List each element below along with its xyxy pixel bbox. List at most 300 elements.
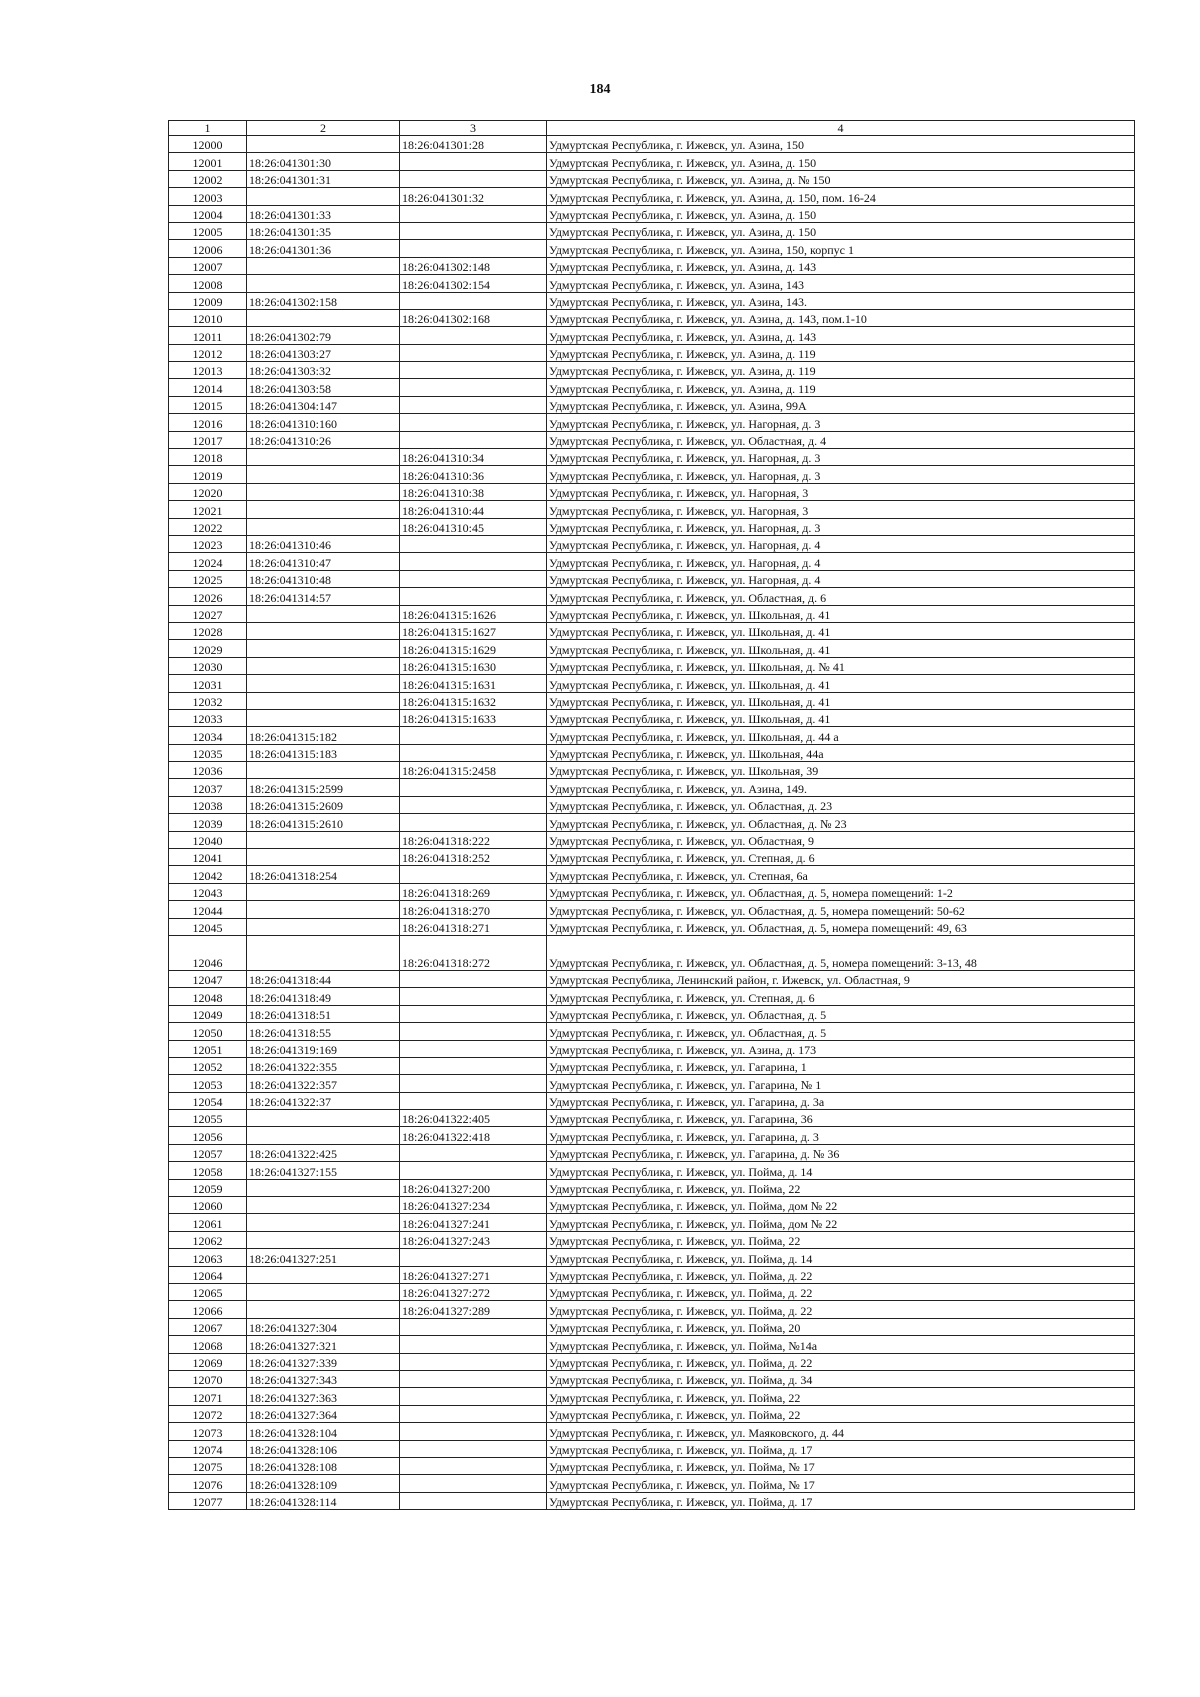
row-number-cell: 12042 — [169, 866, 247, 883]
address-cell: Удмуртская Республика, г. Ижевск, ул. Пойма, 22 — [547, 1405, 1135, 1422]
cadastral-number-cell: 18:26:041327:321 — [247, 1336, 400, 1353]
cadastral-number-alt-cell — [400, 1370, 547, 1387]
cadastral-number-cell: 18:26:041328:104 — [247, 1423, 400, 1440]
cadastral-number-alt-cell — [400, 1023, 547, 1040]
cadastral-number-alt-cell: 18:26:041315:2458 — [400, 762, 547, 779]
row-number-cell: 12070 — [169, 1370, 247, 1387]
address-cell: Удмуртская Республика, г. Ижевск, ул. Пойма, 22 — [547, 1179, 1135, 1196]
cadastral-number-alt-cell — [400, 431, 547, 448]
table-row — [169, 170, 1135, 187]
cadastral-number-cell — [247, 762, 400, 779]
address-cell: Удмуртская Республика, г. Ижевск, ул. Пойма, д. 34 — [547, 1370, 1135, 1387]
row-number-cell: 12044 — [169, 901, 247, 918]
row-number-cell: 12020 — [169, 483, 247, 500]
table-row — [169, 535, 1135, 552]
cadastral-number-cell: 18:26:041315:182 — [247, 727, 400, 744]
address-cell: Удмуртская Республика, г. Ижевск, ул. Азина, д. 119 — [547, 379, 1135, 396]
address-cell: Удмуртская Республика, г. Ижевск, ул. Азина, д. 173 — [547, 1040, 1135, 1057]
cadastral-number-cell: 18:26:041303:32 — [247, 362, 400, 379]
cadastral-number-cell: 18:26:041301:31 — [247, 170, 400, 187]
row-number-cell: 12048 — [169, 988, 247, 1005]
cadastral-number-alt-cell — [400, 396, 547, 413]
address-cell: Удмуртская Республика, г. Ижевск, ул. Областная, д. 5 — [547, 1005, 1135, 1022]
address-cell: Удмуртская Республика, г. Ижевск, ул. Пойма, д. 17 — [547, 1492, 1135, 1509]
cadastral-number-cell: 18:26:041315:2599 — [247, 779, 400, 796]
cadastral-number-cell — [247, 657, 400, 674]
address-cell: Удмуртская Республика, г. Ижевск, ул. Пойма, 20 — [547, 1318, 1135, 1335]
row-number-cell: 12030 — [169, 657, 247, 674]
cadastral-number-alt-cell — [400, 1318, 547, 1335]
row-number-cell: 12003 — [169, 188, 247, 205]
row-number-cell: 12060 — [169, 1197, 247, 1214]
table-row — [169, 675, 1135, 692]
address-cell: Удмуртская Республика, г. Ижевск, ул. Пойма, дом № 22 — [547, 1214, 1135, 1231]
address-cell: Удмуртская Республика, г. Ижевск, ул. Нагорная, 3 — [547, 501, 1135, 518]
table-row — [169, 622, 1135, 639]
table-row — [169, 1475, 1135, 1492]
table-row — [169, 1110, 1135, 1127]
table-row — [169, 1127, 1135, 1144]
address-cell: Удмуртская Республика, г. Ижевск, ул. Азина, 143. — [547, 292, 1135, 309]
row-number-cell: 12037 — [169, 779, 247, 796]
cadastral-number-alt-cell: 18:26:041322:418 — [400, 1127, 547, 1144]
cadastral-number-cell: 18:26:041327:155 — [247, 1162, 400, 1179]
cadastral-number-cell: 18:26:041318:254 — [247, 866, 400, 883]
address-cell: Удмуртская Республика, г. Ижевск, ул. Степная, 6а — [547, 866, 1135, 883]
cadastral-number-alt-cell: 18:26:041327:241 — [400, 1214, 547, 1231]
row-number-cell: 12074 — [169, 1440, 247, 1457]
table-row — [169, 901, 1135, 918]
cadastral-number-alt-cell — [400, 170, 547, 187]
row-number-cell: 12004 — [169, 205, 247, 222]
row-number-cell: 12008 — [169, 275, 247, 292]
row-number-cell: 12002 — [169, 170, 247, 187]
cadastral-number-cell: 18:26:041310:48 — [247, 570, 400, 587]
table-row — [169, 1005, 1135, 1022]
row-number-cell: 12045 — [169, 918, 247, 935]
cadastral-number-alt-cell — [400, 1005, 547, 1022]
address-cell: Удмуртская Республика, г. Ижевск, ул. Областная, д. 5, номера помещений: 50-62 — [547, 901, 1135, 918]
registry-table — [168, 120, 1135, 1510]
cadastral-number-cell: 18:26:041315:2610 — [247, 814, 400, 831]
row-number-cell: 12032 — [169, 692, 247, 709]
table-row — [169, 1318, 1135, 1335]
cadastral-number-alt-cell — [400, 1249, 547, 1266]
cadastral-number-alt-cell: 18:26:041302:148 — [400, 257, 547, 274]
row-number-cell: 12041 — [169, 849, 247, 866]
cadastral-number-cell — [247, 1127, 400, 1144]
cadastral-number-alt-cell: 18:26:041315:1633 — [400, 709, 547, 726]
row-number-cell: 12050 — [169, 1023, 247, 1040]
cadastral-number-cell — [247, 1231, 400, 1248]
row-number-cell: 12068 — [169, 1336, 247, 1353]
cadastral-number-cell — [247, 901, 400, 918]
row-number-cell: 12011 — [169, 327, 247, 344]
row-number-cell: 12069 — [169, 1353, 247, 1370]
address-cell: Удмуртская Республика, г. Ижевск, ул. Школьная, д. 44 а — [547, 727, 1135, 744]
cadastral-number-alt-cell — [400, 1440, 547, 1457]
cadastral-number-cell: 18:26:041322:357 — [247, 1075, 400, 1092]
cadastral-number-cell — [247, 640, 400, 657]
cadastral-number-cell: 18:26:041318:55 — [247, 1023, 400, 1040]
cadastral-number-alt-cell: 18:26:041310:45 — [400, 518, 547, 535]
row-number-cell: 12051 — [169, 1040, 247, 1057]
table-row — [169, 1388, 1135, 1405]
table-row — [169, 518, 1135, 535]
cadastral-number-cell: 18:26:041301:36 — [247, 240, 400, 257]
cadastral-number-alt-cell — [400, 570, 547, 587]
row-number-cell: 12046 — [169, 935, 247, 970]
table-row — [169, 188, 1135, 205]
header-row — [169, 121, 1135, 136]
cadastral-number-cell: 18:26:041327:343 — [247, 1370, 400, 1387]
cadastral-number-alt-cell: 18:26:041327:243 — [400, 1231, 547, 1248]
cadastral-number-alt-cell: 18:26:041315:1630 — [400, 657, 547, 674]
address-cell: Удмуртская Республика, г. Ижевск, ул. Школьная, д. 41 — [547, 605, 1135, 622]
cadastral-number-cell — [247, 309, 400, 326]
address-cell: Удмуртская Республика, г. Ижевск, ул. Гагарина, № 1 — [547, 1075, 1135, 1092]
cadastral-number-cell — [247, 483, 400, 500]
row-number-cell: 12062 — [169, 1231, 247, 1248]
cadastral-number-alt-cell: 18:26:041318:269 — [400, 883, 547, 900]
table-row — [169, 1231, 1135, 1248]
cadastral-number-alt-cell: 18:26:041310:34 — [400, 449, 547, 466]
cadastral-number-alt-cell — [400, 1405, 547, 1422]
cadastral-number-alt-cell — [400, 414, 547, 431]
cadastral-number-alt-cell: 18:26:041318:271 — [400, 918, 547, 935]
row-number-cell: 12029 — [169, 640, 247, 657]
cadastral-number-alt-cell — [400, 1092, 547, 1109]
table-row — [169, 379, 1135, 396]
address-cell: Удмуртская Республика, г. Ижевск, ул. Азина, д. 143, пом.1-10 — [547, 309, 1135, 326]
table-row — [169, 1214, 1135, 1231]
cadastral-number-cell: 18:26:041302:79 — [247, 327, 400, 344]
row-number-cell: 12013 — [169, 362, 247, 379]
table-row — [169, 849, 1135, 866]
table-row — [169, 1162, 1135, 1179]
address-cell: Удмуртская Республика, г. Ижевск, ул. Пойма, д. 17 — [547, 1440, 1135, 1457]
cadastral-number-alt-cell: 18:26:041310:38 — [400, 483, 547, 500]
cadastral-number-alt-cell: 18:26:041327:272 — [400, 1284, 547, 1301]
table-row — [169, 1423, 1135, 1440]
table-row — [169, 362, 1135, 379]
table-header — [169, 121, 1135, 136]
row-number-cell: 12067 — [169, 1318, 247, 1335]
address-cell: Удмуртская Республика, г. Ижевск, ул. Гагарина, 1 — [547, 1057, 1135, 1074]
address-cell: Удмуртская Республика, г. Ижевск, ул. Нагорная, д. 4 — [547, 553, 1135, 570]
address-cell: Удмуртская Республика, г. Ижевск, ул. Гагарина, д. 3 — [547, 1127, 1135, 1144]
address-cell: Удмуртская Республика, г. Ижевск, ул. Пойма, дом № 22 — [547, 1197, 1135, 1214]
cadastral-number-alt-cell — [400, 292, 547, 309]
table-row — [169, 1353, 1135, 1370]
address-cell: Удмуртская Республика, г. Ижевск, ул. Областная, д. 23 — [547, 796, 1135, 813]
address-cell: Удмуртская Республика, г. Ижевск, ул. Областная, д. 6 — [547, 588, 1135, 605]
row-number-cell: 12015 — [169, 396, 247, 413]
cadastral-number-cell: 18:26:041327:364 — [247, 1405, 400, 1422]
table-row — [169, 762, 1135, 779]
cadastral-number-cell — [247, 831, 400, 848]
address-cell: Удмуртская Республика, г. Ижевск, ул. Школьная, д. 41 — [547, 640, 1135, 657]
cadastral-number-cell — [247, 449, 400, 466]
cadastral-number-alt-cell — [400, 588, 547, 605]
table-row — [169, 935, 1135, 970]
cadastral-number-alt-cell — [400, 1353, 547, 1370]
cadastral-number-alt-cell: 18:26:041327:234 — [400, 1197, 547, 1214]
table-row — [169, 1057, 1135, 1074]
column-header-1: 1 — [169, 121, 247, 136]
row-number-cell: 12021 — [169, 501, 247, 518]
row-number-cell: 12065 — [169, 1284, 247, 1301]
table-row — [169, 866, 1135, 883]
cadastral-number-alt-cell — [400, 205, 547, 222]
cadastral-number-alt-cell — [400, 796, 547, 813]
cadastral-number-alt-cell — [400, 866, 547, 883]
cadastral-number-cell: 18:26:041303:58 — [247, 379, 400, 396]
row-number-cell: 12028 — [169, 622, 247, 639]
row-number-cell: 12061 — [169, 1214, 247, 1231]
cadastral-number-cell — [247, 675, 400, 692]
row-number-cell: 12072 — [169, 1405, 247, 1422]
row-number-cell: 12064 — [169, 1266, 247, 1283]
cadastral-number-cell — [247, 622, 400, 639]
cadastral-number-cell: 18:26:041301:35 — [247, 222, 400, 239]
address-cell: Удмуртская Республика, г. Ижевск, ул. Азина, д. 119 — [547, 362, 1135, 379]
cadastral-number-alt-cell: 18:26:041302:168 — [400, 309, 547, 326]
row-number-cell: 12053 — [169, 1075, 247, 1092]
cadastral-number-alt-cell: 18:26:041310:36 — [400, 466, 547, 483]
table-row — [169, 744, 1135, 761]
cadastral-number-cell: 18:26:041314:57 — [247, 588, 400, 605]
cadastral-number-cell: 18:26:041301:33 — [247, 205, 400, 222]
address-cell: Удмуртская Республика, г. Ижевск, ул. Нагорная, д. 3 — [547, 518, 1135, 535]
row-number-cell: 12014 — [169, 379, 247, 396]
table-row — [169, 205, 1135, 222]
cadastral-number-cell: 18:26:041310:46 — [247, 535, 400, 552]
address-cell: Удмуртская Республика, г. Ижевск, ул. Азина, 149. — [547, 779, 1135, 796]
table-row — [169, 431, 1135, 448]
address-cell: Удмуртская Республика, г. Ижевск, ул. Школьная, 39 — [547, 762, 1135, 779]
row-number-cell: 12006 — [169, 240, 247, 257]
address-cell: Удмуртская Республика, г. Ижевск, ул. Нагорная, д. 3 — [547, 466, 1135, 483]
cadastral-number-cell — [247, 136, 400, 153]
address-cell: Удмуртская Республика, г. Ижевск, ул. Азина, д. № 150 — [547, 170, 1135, 187]
table-row — [169, 1301, 1135, 1318]
cadastral-number-cell: 18:26:041322:37 — [247, 1092, 400, 1109]
table-row — [169, 709, 1135, 726]
table-row — [169, 883, 1135, 900]
row-number-cell: 12058 — [169, 1162, 247, 1179]
cadastral-number-alt-cell: 18:26:041318:222 — [400, 831, 547, 848]
table-row — [169, 1405, 1135, 1422]
cadastral-number-cell — [247, 1179, 400, 1196]
cadastral-number-alt-cell — [400, 327, 547, 344]
address-cell: Удмуртская Республика, г. Ижевск, ул. Школьная, д. 41 — [547, 692, 1135, 709]
table-row — [169, 1092, 1135, 1109]
cadastral-number-cell: 18:26:041315:2609 — [247, 796, 400, 813]
cadastral-number-alt-cell — [400, 553, 547, 570]
cadastral-number-alt-cell — [400, 727, 547, 744]
table-row — [169, 657, 1135, 674]
table-row — [169, 327, 1135, 344]
cadastral-number-cell: 18:26:041319:169 — [247, 1040, 400, 1057]
row-number-cell: 12071 — [169, 1388, 247, 1405]
address-cell: Удмуртская Республика, г. Ижевск, ул. Областная, д. 5, номера помещений: 1-2 — [547, 883, 1135, 900]
row-number-cell: 12036 — [169, 762, 247, 779]
row-number-cell: 12034 — [169, 727, 247, 744]
table-row — [169, 153, 1135, 170]
row-number-cell: 12005 — [169, 222, 247, 239]
address-cell: Удмуртская Республика, г. Ижевск, ул. Азина, 150, корпус 1 — [547, 240, 1135, 257]
cadastral-number-cell: 18:26:041328:114 — [247, 1492, 400, 1509]
cadastral-number-alt-cell: 18:26:041301:32 — [400, 188, 547, 205]
address-cell: Удмуртская Республика, г. Ижевск, ул. Пойма, д. 22 — [547, 1284, 1135, 1301]
row-number-cell: 12012 — [169, 344, 247, 361]
row-number-cell: 12027 — [169, 605, 247, 622]
row-number-cell: 12054 — [169, 1092, 247, 1109]
table-row — [169, 796, 1135, 813]
cadastral-number-cell: 18:26:041322:355 — [247, 1057, 400, 1074]
column-header-2: 2 — [247, 121, 400, 136]
column-header-4: 4 — [547, 121, 1135, 136]
address-cell: Удмуртская Республика, г. Ижевск, ул. Пойма, №14а — [547, 1336, 1135, 1353]
table-row — [169, 466, 1135, 483]
address-cell: Удмуртская Республика, г. Ижевск, ул. Гагарина, 36 — [547, 1110, 1135, 1127]
row-number-cell: 12033 — [169, 709, 247, 726]
cadastral-number-alt-cell — [400, 379, 547, 396]
table-row — [169, 1440, 1135, 1457]
cadastral-number-cell — [247, 1266, 400, 1283]
cadastral-number-cell — [247, 605, 400, 622]
address-cell: Удмуртская Республика, г. Ижевск, ул. Пойма, д. 22 — [547, 1266, 1135, 1283]
cadastral-number-alt-cell — [400, 222, 547, 239]
row-number-cell: 12010 — [169, 309, 247, 326]
table-row — [169, 1336, 1135, 1353]
cadastral-number-alt-cell: 18:26:041315:1632 — [400, 692, 547, 709]
row-number-cell: 12018 — [169, 449, 247, 466]
address-cell: Удмуртская Республика, г. Ижевск, ул. Азина, д. 143 — [547, 327, 1135, 344]
address-cell: Удмуртская Республика, г. Ижевск, ул. Школьная, д. 41 — [547, 709, 1135, 726]
address-cell: Удмуртская Республика, г. Ижевск, ул. Азина, д. 150 — [547, 205, 1135, 222]
address-cell: Удмуртская Республика, г. Ижевск, ул. Гагарина, д. 3а — [547, 1092, 1135, 1109]
cadastral-number-alt-cell — [400, 1475, 547, 1492]
cadastral-number-cell: 18:26:041327:304 — [247, 1318, 400, 1335]
cadastral-number-alt-cell — [400, 1144, 547, 1161]
address-cell: Удмуртская Республика, г. Ижевск, ул. Нагорная, д. 4 — [547, 570, 1135, 587]
table-row — [169, 136, 1135, 153]
column-header-3: 3 — [400, 121, 547, 136]
table-row — [169, 292, 1135, 309]
cadastral-number-alt-cell — [400, 1423, 547, 1440]
cadastral-number-alt-cell: 18:26:041301:28 — [400, 136, 547, 153]
address-cell: Удмуртская Республика, г. Ижевск, ул. Нагорная, 3 — [547, 483, 1135, 500]
table-row — [169, 414, 1135, 431]
cadastral-number-cell — [247, 188, 400, 205]
table-row — [169, 779, 1135, 796]
address-cell: Удмуртская Республика, г. Ижевск, ул. Нагорная, д. 3 — [547, 414, 1135, 431]
address-cell: Удмуртская Республика, г. Ижевск, ул. Пойма, 22 — [547, 1388, 1135, 1405]
cadastral-number-alt-cell: 18:26:041302:154 — [400, 275, 547, 292]
cadastral-number-cell: 18:26:041318:51 — [247, 1005, 400, 1022]
row-number-cell: 12063 — [169, 1249, 247, 1266]
row-number-cell: 12035 — [169, 744, 247, 761]
address-cell: Удмуртская Республика, г. Ижевск, ул. Степная, д. 6 — [547, 988, 1135, 1005]
cadastral-number-cell — [247, 1110, 400, 1127]
row-number-cell: 12075 — [169, 1457, 247, 1474]
row-number-cell: 12024 — [169, 553, 247, 570]
cadastral-number-alt-cell: 18:26:041327:200 — [400, 1179, 547, 1196]
table-row — [169, 970, 1135, 987]
address-cell: Удмуртская Республика, г. Ижевск, ул. Нагорная, д. 4 — [547, 535, 1135, 552]
table-row — [169, 501, 1135, 518]
table-row — [169, 918, 1135, 935]
row-number-cell: 12055 — [169, 1110, 247, 1127]
address-cell: Удмуртская Республика, г. Ижевск, ул. Школьная, д. 41 — [547, 675, 1135, 692]
address-cell: Удмуртская Республика, г. Ижевск, ул. Пойма, д. 14 — [547, 1162, 1135, 1179]
table-row — [169, 988, 1135, 1005]
cadastral-number-alt-cell: 18:26:041318:272 — [400, 935, 547, 970]
cadastral-number-alt-cell: 18:26:041322:405 — [400, 1110, 547, 1127]
cadastral-number-alt-cell — [400, 1075, 547, 1092]
address-cell: Удмуртская Республика, г. Ижевск, ул. Областная, д. 4 — [547, 431, 1135, 448]
cadastral-number-alt-cell: 18:26:041318:252 — [400, 849, 547, 866]
address-cell: Удмуртская Республика, г. Ижевск, ул. Азина, д. 119 — [547, 344, 1135, 361]
table-row — [169, 257, 1135, 274]
cadastral-number-alt-cell: 18:26:041318:270 — [400, 901, 547, 918]
row-number-cell: 12007 — [169, 257, 247, 274]
cadastral-number-alt-cell — [400, 814, 547, 831]
row-number-cell: 12039 — [169, 814, 247, 831]
address-cell: Удмуртская Республика, г. Ижевск, ул. Азина, 99А — [547, 396, 1135, 413]
cadastral-number-cell: 18:26:041315:183 — [247, 744, 400, 761]
cadastral-number-cell — [247, 918, 400, 935]
address-cell: Удмуртская Республика, г. Ижевск, ул. Азина, д. 150 — [547, 222, 1135, 239]
cadastral-number-alt-cell — [400, 1492, 547, 1509]
cadastral-number-alt-cell — [400, 344, 547, 361]
cadastral-number-cell: 18:26:041322:425 — [247, 1144, 400, 1161]
cadastral-number-alt-cell: 18:26:041315:1626 — [400, 605, 547, 622]
table-row — [169, 1284, 1135, 1301]
cadastral-number-cell — [247, 692, 400, 709]
row-number-cell: 12023 — [169, 535, 247, 552]
row-number-cell: 12066 — [169, 1301, 247, 1318]
address-cell: Удмуртская Республика, г. Ижевск, ул. Пойма, д. 14 — [547, 1249, 1135, 1266]
address-cell: Удмуртская Республика, г. Ижевск, ул. Степная, д. 6 — [547, 849, 1135, 866]
cadastral-number-alt-cell: 18:26:041315:1627 — [400, 622, 547, 639]
row-number-cell: 12017 — [169, 431, 247, 448]
page-number: 184 — [589, 82, 611, 97]
cadastral-number-cell: 18:26:041302:158 — [247, 292, 400, 309]
cadastral-number-cell — [247, 257, 400, 274]
address-cell: Удмуртская Республика, г. Ижевск, ул. Азина, 150 — [547, 136, 1135, 153]
table-row — [169, 309, 1135, 326]
address-cell: Удмуртская Республика, г. Ижевск, ул. Областная, д. № 23 — [547, 814, 1135, 831]
row-number-cell: 12059 — [169, 1179, 247, 1196]
table-row — [169, 396, 1135, 413]
table-row — [169, 1023, 1135, 1040]
cadastral-number-alt-cell: 18:26:041315:1631 — [400, 675, 547, 692]
cadastral-number-cell — [247, 501, 400, 518]
cadastral-number-cell: 18:26:041328:108 — [247, 1457, 400, 1474]
cadastral-number-cell: 18:26:041304:147 — [247, 396, 400, 413]
address-cell: Удмуртская Республика, г. Ижевск, ул. Гагарина, д. № 36 — [547, 1144, 1135, 1161]
table-row — [169, 553, 1135, 570]
row-number-cell: 12049 — [169, 1005, 247, 1022]
table-body — [169, 136, 1135, 1510]
table-row — [169, 640, 1135, 657]
cadastral-number-cell: 18:26:041318:49 — [247, 988, 400, 1005]
cadastral-number-cell — [247, 518, 400, 535]
cadastral-number-cell: 18:26:041328:106 — [247, 1440, 400, 1457]
